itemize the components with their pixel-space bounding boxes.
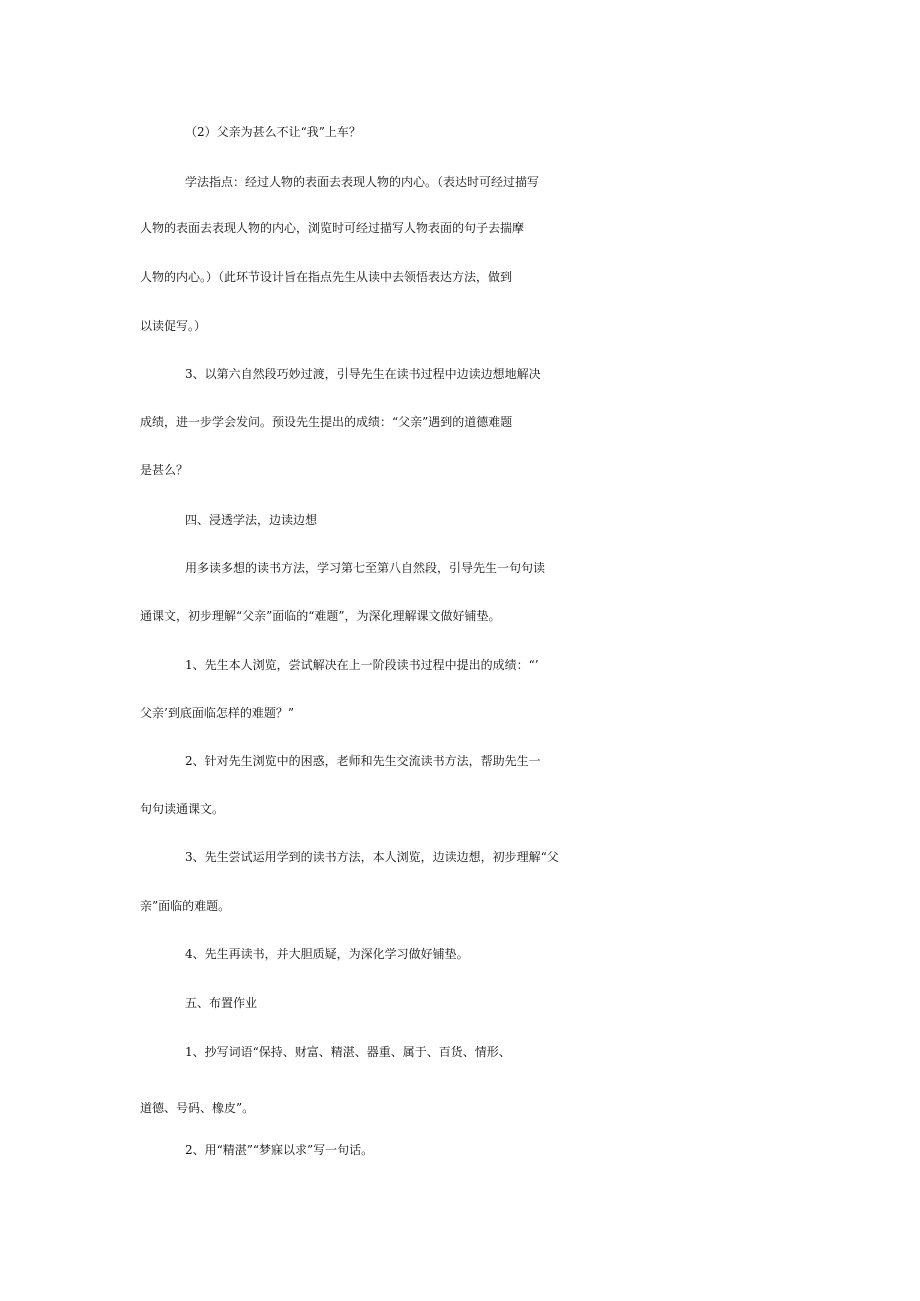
paragraph-line: 2、针对先生浏览中的困惑，老师和先生交流读书方法，帮助先生一 <box>185 754 541 768</box>
paragraph-line: 是甚么？ <box>140 463 189 477</box>
section-heading-4: 四、浸透学法，边读边想 <box>185 513 318 527</box>
paragraph-line: 以读促写。） <box>140 319 207 333</box>
paragraph-line: 1、先生本人浏览，尝试解决在上一阶段读书过程中提出的成绩：“’ <box>185 658 539 672</box>
paragraph-line: 用多读多想的读书方法，学习第七至第八自然段，引导先生一句句读 <box>185 561 546 575</box>
paragraph-line: 4、先生再读书，并大胆质疑，为深化学习做好铺垫。 <box>185 947 469 961</box>
paragraph-line: 学法指点：经过人物的表面去表现人物的内心。（表达时可经过描写 <box>185 175 540 189</box>
paragraph-line: 3、先生尝试运用学到的读书方法，本人浏览，边读边想，初步理解“父 <box>185 850 559 864</box>
paragraph-line: 亲”面临的难题。 <box>140 899 231 913</box>
homework-item-cont: 道德、号码、橡皮”。 <box>140 1101 255 1115</box>
paragraph-line: 成绩，进一步学会发问。预设先生提出的成绩：“父亲”遇到的道德难题 <box>140 415 513 429</box>
paragraph-line: 3、以第六自然段巧妙过渡，引导先生在读书过程中边读边想地解决 <box>185 367 541 381</box>
paragraph-line: 父亲’到底面临怎样的难题？” <box>140 706 294 720</box>
paragraph-line: 句句读通课文。 <box>140 802 225 816</box>
section-heading-5: 五、布置作业 <box>185 996 258 1010</box>
sub-question-line: （2）父亲为甚么不让“我”上车？ <box>185 125 361 139</box>
homework-item: 2、用“精湛”“梦寐以求”写一句话。 <box>185 1143 374 1157</box>
paragraph-line: 人物的内心。）（此环节设计旨在指点先生从读中去领悟表达方法，做到 <box>140 270 513 284</box>
paragraph-line: 人物的表面去表现人物的内心，浏览时可经过描写人物表面的句子去揣摩 <box>140 221 525 235</box>
paragraph-line: 通课文，初步理解“父亲”面临的“难题”，为深化理解课文做好铺垫。 <box>140 609 501 623</box>
homework-item: 1、抄写词语“保持、财富、精湛、器重、属于、百货、情形、 <box>185 1045 511 1059</box>
